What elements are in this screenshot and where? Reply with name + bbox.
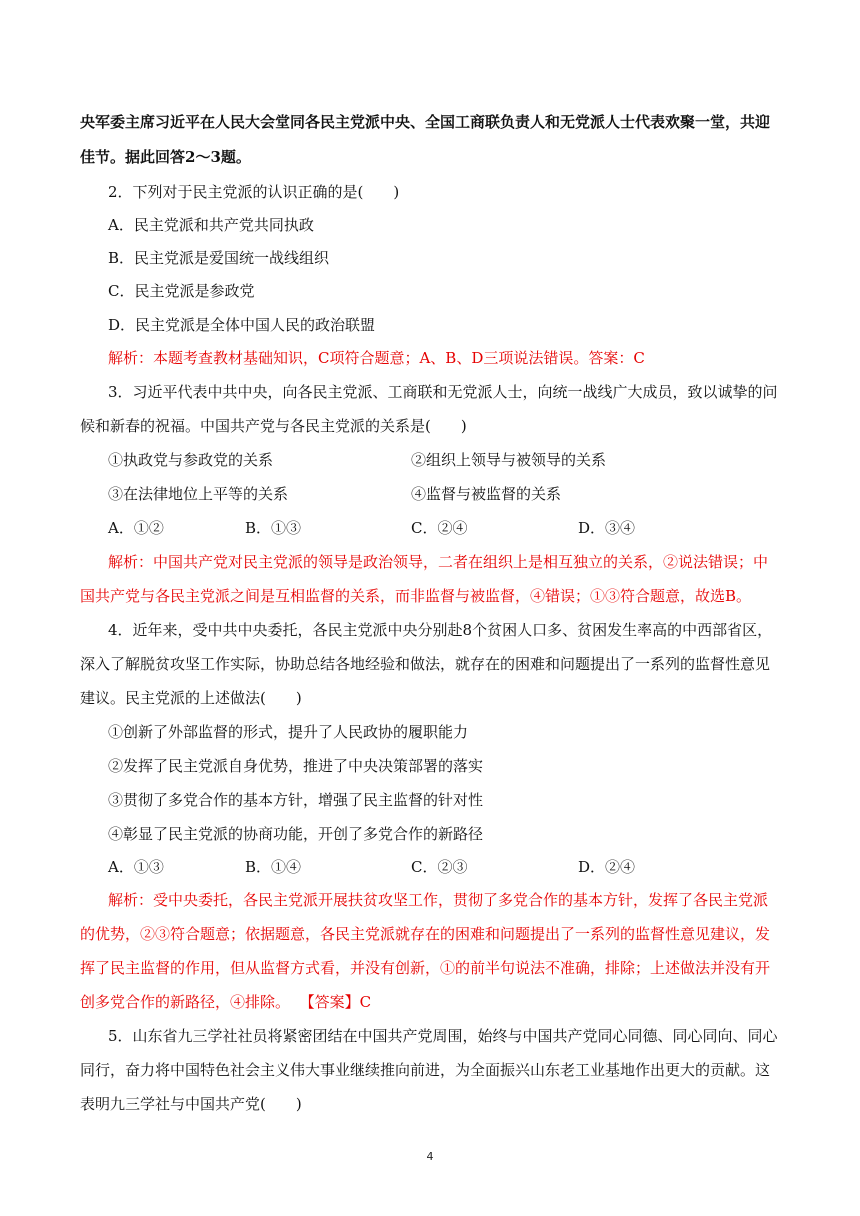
question-2-option-a: A．民主党派和共产党共同执政: [108, 216, 314, 234]
question-4-analysis-text: 创多党合作的新路径，④排除。: [80, 993, 291, 1011]
question-2-option-b: B．民主党派是爱国统一战线组织: [108, 249, 330, 267]
question-4-analysis-line-3: 挥了民主监督的作用，但从监督方式看，并没有创新，①的前半句说法不准确，排除；上述做法并没有开: [80, 959, 771, 977]
question-3-choice-b: B．①③: [245, 519, 302, 537]
question-3-item-1: ①执政党与参政党的关系: [108, 451, 274, 469]
question-4-stem-line-2: 深入了解脱贫攻坚工作实际，协助总结各地经验和做法，就存在的困难和问题提出了一系列的监督性意见: [80, 655, 771, 673]
intro-line-1: 央军委主席习近平在人民大会堂同各民主党派中央、全国工商联负责人和无党派人士代表欢聚一堂，共迎: [80, 113, 771, 131]
question-5-stem-line-3: 表明九三学社与中国共产党( ): [80, 1095, 302, 1113]
question-4-answer-tag: 【答案】C: [299, 993, 372, 1011]
question-5-stem-line-1: 5．山东省九三学社社员将紧密团结在中国共产党周围，始终与中国共产党同心同德、同心同向、同心: [108, 1027, 778, 1045]
question-4-analysis-line-4: [80, 992, 371, 1012]
question-4-item-2: ②发挥了民主党派自身优势，推进了中央决策部署的落实: [108, 757, 484, 775]
question-3-item-3: ③在法律地位上平等的关系: [108, 485, 289, 503]
question-2-analysis: 解析：本题考查教材基础知识，C项符合题意；A、B、D三项说法错误。答案：C: [108, 349, 645, 367]
question-4-analysis-line-1: 解析：受中央委托，各民主党派开展扶贫攻坚工作，贯彻了多党合作的基本方针，发挥了各民主党派: [108, 891, 769, 909]
question-3-analysis-line-1: 解析：中国共产党对民主党派的领导是政治领导，二者在组织上是相互独立的关系，②说法错误；中: [108, 553, 769, 571]
question-4-item-4: ④彰显了民主党派的协商功能，开创了多党合作的新路径: [108, 825, 484, 843]
question-4-choice-a: A．①③: [108, 858, 164, 876]
intro-line-2: 佳节。据此回答2～3题。: [80, 148, 251, 166]
question-3-choice-d: D．③④: [578, 519, 636, 537]
question-4-stem-line-3: 建议。民主党派的上述做法( ): [80, 689, 302, 707]
question-3-choice-c: C．②④: [411, 519, 468, 537]
question-5-stem-line-2: 同行，奋力将中国特色社会主义伟大事业继续推向前进，为全面振兴山东老工业基地作出更大的贡献。这: [80, 1061, 771, 1079]
question-3-choice-a: A．①②: [108, 519, 164, 537]
question-3-stem-line-1: 3．习近平代表中共中央，向各民主党派、工商联和无党派人士，向统一战线广大成员，致以诚挚的问: [108, 383, 778, 401]
question-4-stem-line-1: 4．近年来，受中共中央委托，各民主党派中央分别赴8个贫困人口多、贫困发生率高的中西部省区，: [108, 621, 773, 639]
question-2-option-d: D．民主党派是全体中国人民的政治联盟: [108, 316, 376, 334]
question-4-choice-b: B．①④: [245, 858, 302, 876]
question-3-analysis-line-2: 国共产党与各民主党派之间是互相监督的关系，而非监督与被监督，④错误；①③符合题意，故选B。: [80, 587, 752, 605]
question-3-stem-line-2: 候和新春的祝福。中国共产党与各民主党派的关系是( ): [80, 417, 467, 435]
question-4-choice-d: D．②④: [578, 858, 636, 876]
page-number: 4: [426, 1150, 434, 1163]
question-4-item-3: ③贯彻了多党合作的基本方针，增强了民主监督的针对性: [108, 791, 484, 809]
question-4-item-1: ①创新了外部监督的形式，提升了人民政协的履职能力: [108, 723, 469, 741]
question-2-option-c: C．民主党派是参政党: [108, 282, 255, 300]
question-3-item-2: ②组织上领导与被领导的关系: [411, 451, 607, 469]
question-4-analysis-line-2: 的优势，②③符合题意；依据题意，各民主党派就存在的困难和问题提出了一系列的监督性意见建议，发: [80, 925, 771, 943]
question-2-stem: 2．下列对于民主党派的认识正确的是( ): [108, 183, 400, 201]
question-4-choice-c: C．②③: [411, 858, 468, 876]
question-3-item-4: ④监督与被监督的关系: [411, 485, 562, 503]
